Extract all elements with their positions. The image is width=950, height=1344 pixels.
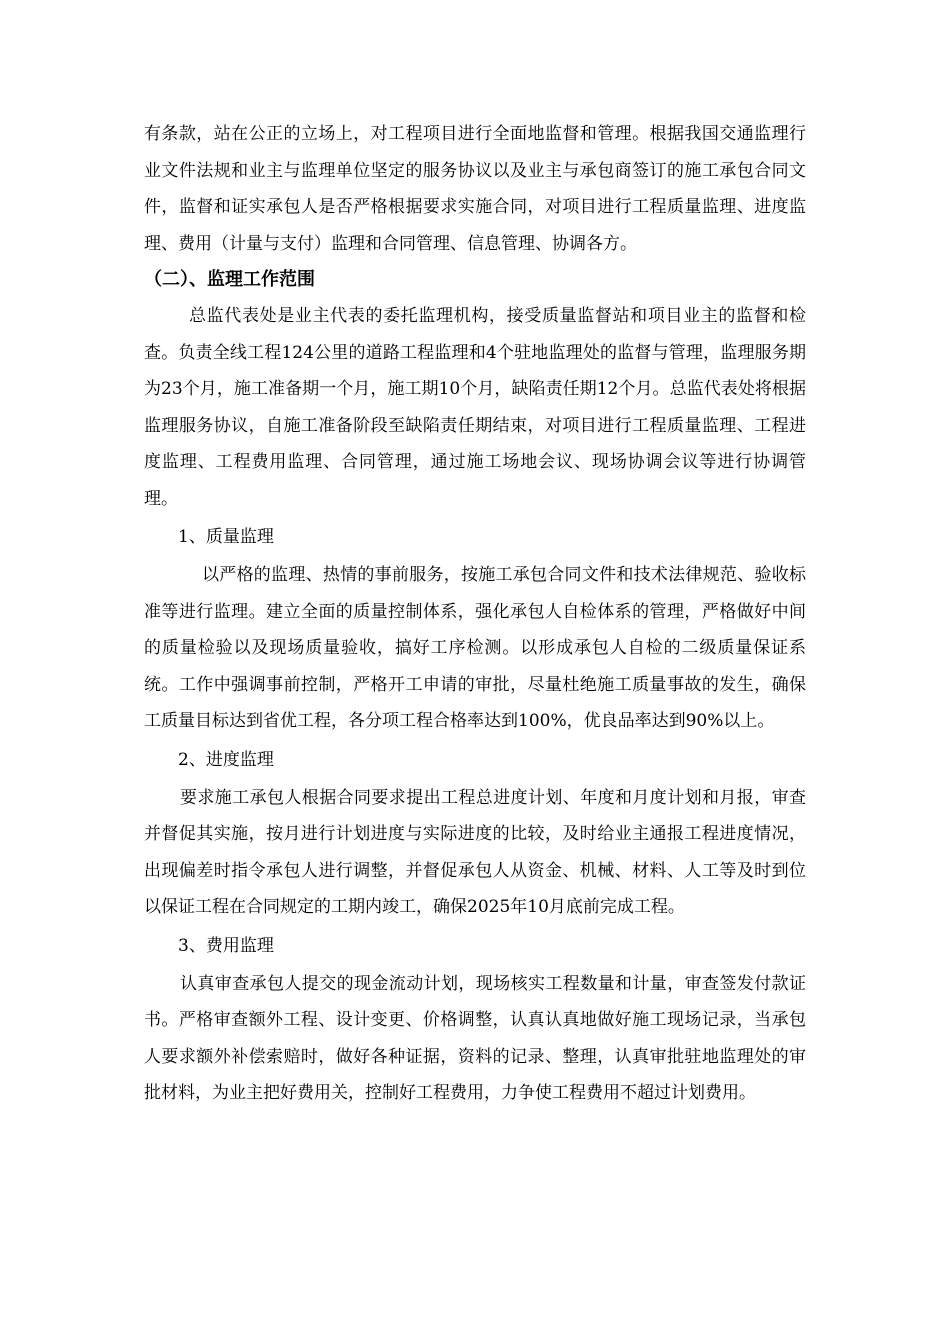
cost-paragraph: 认真审查承包人提交的现金流动计划，现场核实工程数量和计量，审查签发付款证书。严格审查额外工程、设计变更、价格调整，认真认真地做好施工现场记录，当承包人要求额外补偿索赔时，做好各种证据，资料的记录、整理，认真审批驻地监理处的审批材料，为业主把好费用关，控制好工程费用，力争使工程费用不超过计划费用。 bbox=[144, 973, 806, 1103]
subheading-progress-supervision: 2、进度监理 bbox=[178, 749, 274, 770]
scope-paragraph: 总监代表处是业主代表的委托监理机构，接受质量监督站和项目业主的监督和检查。负责全线工程124公里的道路工程监理和4个驻地监理处的监督与管理，监理服务期为23个月，施工准备期一个月，施工期10个月，缺陷责任期12个月。总监代表处将根据监理服务协议，自施工准备阶段至缺陷责任期结束，对项目进行工程质量监理、工程进度监理、工程费用监理、合同管理，通过施工场地会议、现场协调会议等进行协调管理。 bbox=[144, 306, 806, 509]
document-page bbox=[144, 116, 806, 1112]
subheading-quality-supervision: 1、质量监理 bbox=[178, 527, 274, 547]
progress-paragraph: 要求施工承包人根据合同要求提出工程总进度计划、年度和月度计划和月报，审查并督促其实施，按月进行计划进度与实际进度的比较，及时给业主通报工程进度情况，出现偏差时指令承包人进行调整，并督促承包人从资金、机械、材料、人工等及时到位以保证工程在合同规定的工期内竣工，确保2025年10月底前完成工程。 bbox=[144, 787, 806, 917]
section-heading-supervision-scope: （二）、监理工作范围 bbox=[144, 269, 315, 290]
subheading-cost-supervision: 3、费用监理 bbox=[178, 935, 274, 956]
intro-paragraph: 有条款，站在公正的立场上，对工程项目进行全面地监督和管理。根据我国交通监理行业文件法规和业主与监理单位坚定的服务协议以及业主与承包商签订的施工承包合同文件，监督和证实承包人是否严格根据要求实施合同，对项目进行工程质量监理、进度监理、费用（计量与支付）监理和合同管理、信息管理、协调各方。 bbox=[144, 124, 806, 254]
quality-paragraph: 以严格的监理、热情的事前服务，按施工承包合同文件和技术法律规范、验收标准等进行监理。建立全面的质量控制体系，强化承包人自检体系的管理，严格做好中间的质量检验以及现场质量验收，搞好工序检测。以形成承包人自检的二级质量保证系统。工作中强调事前控制，严格开工申请的审批，尽量杜绝施工质量事故的发生，确保工质量目标达到省优工程，各分项工程合格率达到100%，优良品率达到90%以上。 bbox=[144, 565, 806, 731]
